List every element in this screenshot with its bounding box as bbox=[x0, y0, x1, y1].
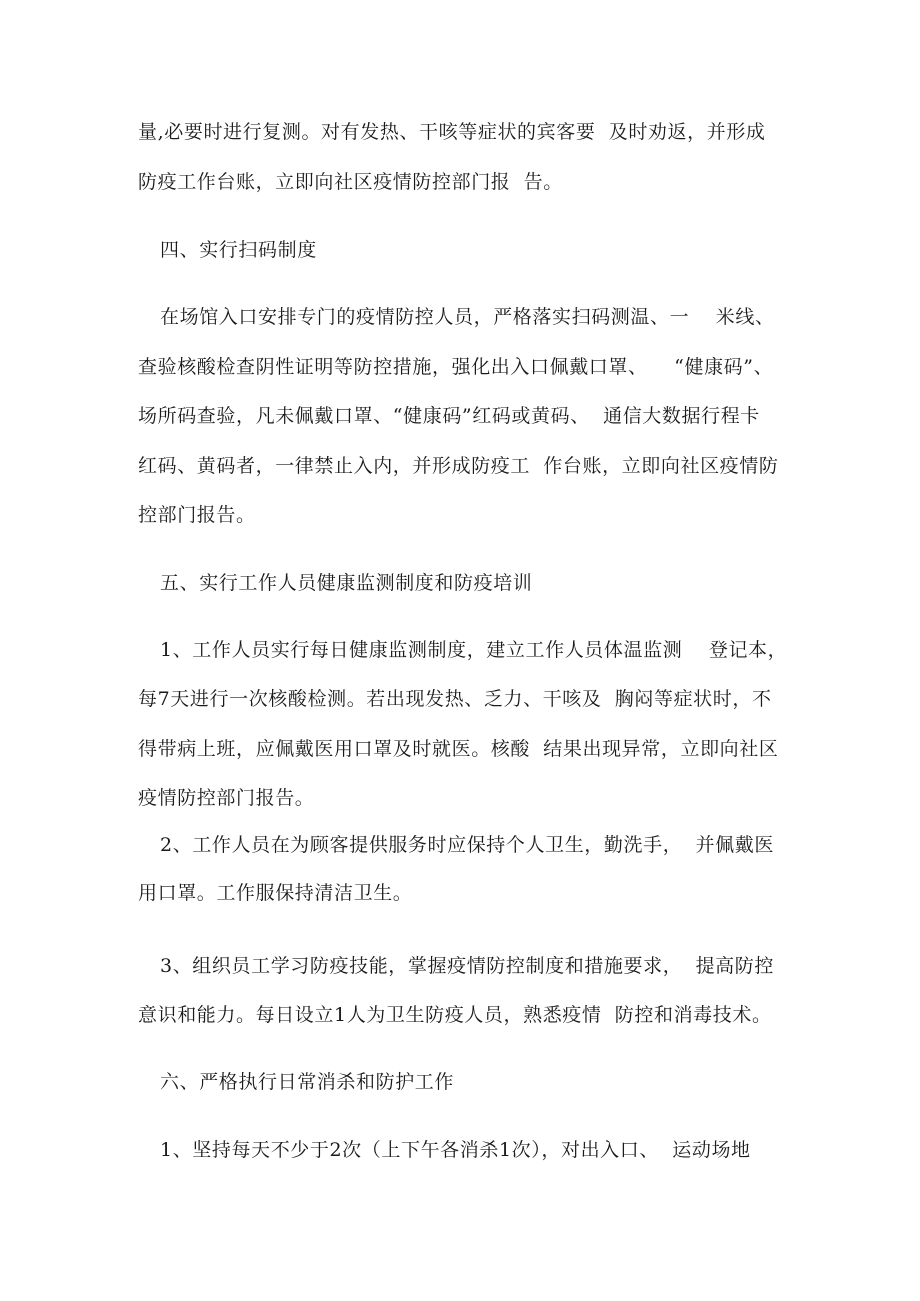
section-heading-5: 五、实行工作人员健康监测制度和防疫培训 bbox=[160, 572, 533, 594]
paragraph-line: 防疫工作台账，立即向社区疫情防控部门报 告。 bbox=[138, 171, 563, 193]
paragraph-line: 在场馆入口安排专门的疫情防控人员，严格落实扫码测温、一 米线、 bbox=[160, 306, 775, 328]
section-heading-6: 六、严格执行日常消杀和防护工作 bbox=[160, 1071, 455, 1093]
paragraph-line: 红码、黄码者，一律禁止入内，并形成防疫工 作台账，立即向社区疫情防 bbox=[138, 455, 779, 477]
paragraph-line: 2、工作人员在为顾客提供服务时应保持个人卫生，勤洗手， 并佩戴医 bbox=[160, 834, 774, 856]
paragraph-line: 疫情防控部门报告。 bbox=[138, 787, 315, 809]
paragraph-line: 每7天进行一次核酸检测。若出现发热、乏力、干咳及 胸闷等症状时，不 bbox=[138, 688, 772, 710]
section-heading-4: 四、实行扫码制度 bbox=[160, 239, 317, 261]
paragraph-line: 场所码查验，凡未佩戴口罩、“健康码”红码或黄码、 通信大数据行程卡 bbox=[138, 405, 760, 427]
paragraph-line: 用口罩。工作服保持清洁卫生。 bbox=[138, 882, 413, 904]
paragraph-line: 得带病上班，应佩戴医用口罩及时就医。核酸 结果出现异常，立即向社区 bbox=[138, 738, 779, 760]
paragraph-line: 量,必要时进行复测。对有发热、干咳等症状的宾客要 及时劝返，并形成 bbox=[138, 121, 766, 143]
paragraph-line: 1、坚持每天不少于2次（上下午各消杀1次），对出入口、 运动场地 bbox=[160, 1139, 751, 1161]
paragraph-line: 查验核酸检查阴性证明等防控措施，强化出入口佩戴口罩、 “健康码”、 bbox=[138, 356, 774, 378]
paragraph-line: 3、组织员工学习防疫技能，掌握疫情防控制度和措施要求， 提高防控 bbox=[160, 955, 774, 977]
paragraph-line: 控部门报告。 bbox=[138, 504, 256, 526]
paragraph-line: 意识和能力。每日设立1人为卫生防疫人员，熟悉疫情 防控和消毒技术。 bbox=[138, 1004, 772, 1026]
paragraph-line: 1、工作人员实行每日健康监测制度，建立工作人员体温监测 登记本， bbox=[160, 639, 788, 661]
